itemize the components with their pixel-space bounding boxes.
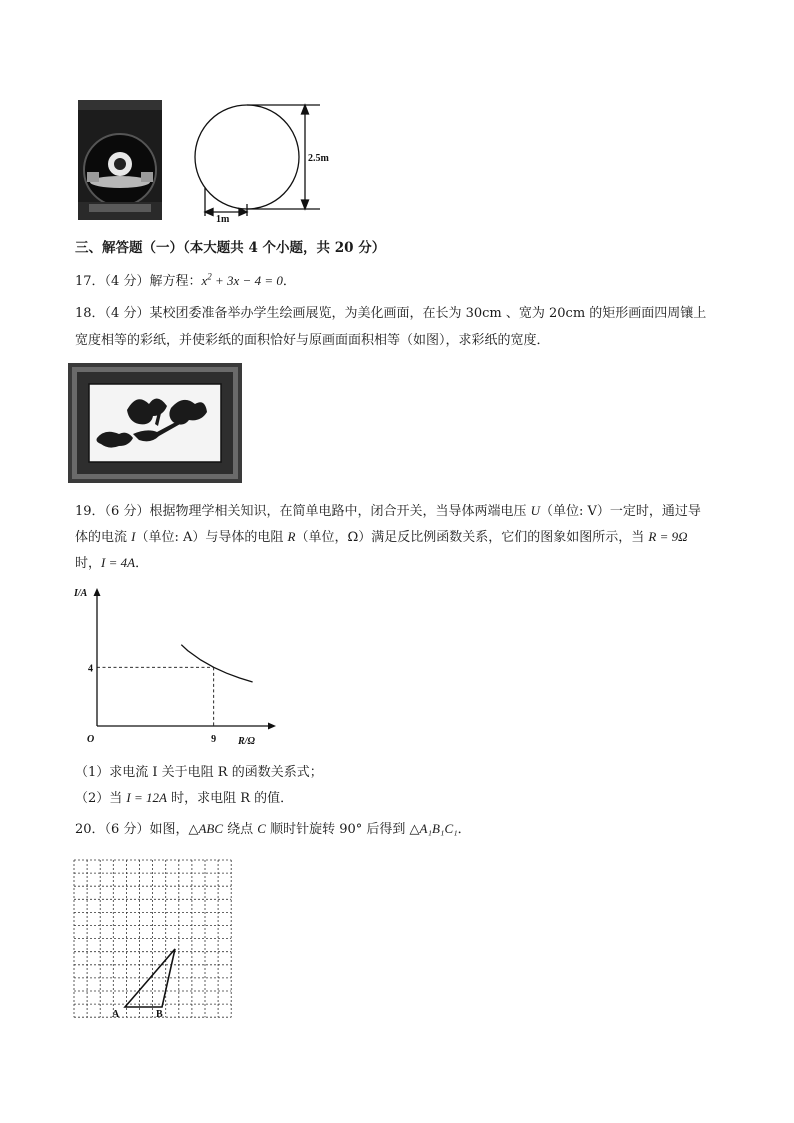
x-axis-arrow	[268, 723, 276, 730]
section-title: 三、解答题（一）（本大题共 4 个小题，共 20 分）	[75, 240, 386, 256]
q20-score: （6 分）	[104, 822, 150, 837]
question-19-line-2	[75, 526, 688, 545]
question-19-line-3	[75, 552, 148, 571]
question-20	[75, 818, 471, 837]
q19-text-2a: 体的电流	[75, 530, 132, 545]
grid-20	[70, 856, 240, 1028]
q18-text-1: 某校团委准备举办学生绘画展览，为美化画面，在长为 30cm 、宽为 20cm 的矩形画面四周镶上	[149, 306, 707, 321]
question-18-line-2: 宽度相等的彩纸，并使彩纸的面积恰好与原画面面积相等（如图），求彩纸的宽度．	[75, 333, 550, 348]
question-19-sub-2	[75, 787, 293, 806]
q17-eq-a: x	[201, 273, 208, 288]
y-axis-arrow	[94, 588, 101, 596]
point-a-label: A	[112, 1009, 120, 1020]
q18-number: 18．	[75, 306, 105, 321]
diameter-label: 2.5m	[308, 153, 329, 164]
rotation-grid-svg	[70, 856, 240, 1028]
width-label: 1m	[216, 214, 230, 225]
graph-19	[74, 580, 280, 750]
question-19-line-1	[75, 500, 701, 519]
circle-diagram	[195, 105, 320, 216]
q19-eq-r: R = 9Ω	[648, 529, 688, 544]
inverse-curve	[181, 645, 252, 682]
question-18-line-1	[75, 302, 706, 321]
q17-end: ．	[282, 274, 296, 289]
q20-text-b: 绕点	[223, 822, 258, 837]
question-19-sub-1: （1）求电流 I 关于电阻 R 的函数关系式；	[75, 765, 323, 780]
question-17	[75, 270, 296, 289]
q19-sub2-a: （2）当	[75, 791, 127, 806]
q20-number: 20．	[75, 822, 105, 837]
point-b-label: B	[156, 1009, 163, 1020]
q17-eq-b: + 3x − 4 = 0	[211, 273, 283, 288]
q17-score: （4 分）	[104, 274, 150, 289]
x-axis-label: R/Ω	[238, 736, 255, 747]
q17-text: 解方程：	[149, 274, 202, 289]
q20-text-a: 如图，△	[149, 822, 199, 837]
q17-eq-sup: 2	[207, 271, 212, 282]
q19-sub2-eq: I = 12A	[126, 790, 167, 805]
dotted-grid	[74, 860, 231, 1017]
q19-text-1b: （单位: V）一定时，通过导	[539, 504, 701, 519]
q19-text-3a: 时，	[75, 556, 102, 571]
q19-text-3b: ．	[135, 556, 149, 571]
q17-number: 17．	[75, 274, 105, 289]
q19-var-i: I	[131, 529, 136, 544]
y-tick-label: 4	[88, 663, 93, 675]
q19-text-1a: 根据物理学相关知识，在简单电路中，闭合开关，当导体两端电压	[149, 504, 531, 519]
q19-sub2-b: 时，求电阻 R 的值．	[166, 791, 294, 806]
framed-painting-svg	[67, 362, 243, 484]
q19-text-2b: （单位: A）与导体的电阻	[135, 530, 288, 545]
q19-text-2c: （单位，Ω）满足反比例函数关系，它们的图象如图所示，当	[295, 530, 649, 545]
figure-16-svg	[75, 98, 345, 225]
figure-18	[67, 362, 243, 484]
q20-c: C	[257, 821, 266, 836]
figure-16	[75, 98, 345, 225]
q19-var-u: U	[530, 503, 540, 518]
q19-score: （6 分）	[104, 504, 150, 519]
x-tick-label: 9	[211, 734, 217, 745]
q19-var-r: R	[287, 529, 296, 544]
y-axis-label: I/A	[74, 588, 88, 599]
q20-text-e: ．	[457, 822, 471, 837]
q20-abc: ABC	[198, 821, 224, 836]
q19-number: 19．	[75, 504, 105, 519]
origin-label: O	[87, 734, 95, 745]
inverse-function-graph	[74, 580, 280, 750]
round-door-photo	[78, 100, 162, 220]
q18-score: （4 分）	[104, 306, 150, 321]
q19-eq-i: I = 4A	[101, 555, 136, 570]
q20-text-d: 顺时针旋转 90° 后得到 △	[265, 822, 420, 837]
q20-a1b1c1: A₁B₁C₁	[419, 821, 458, 836]
